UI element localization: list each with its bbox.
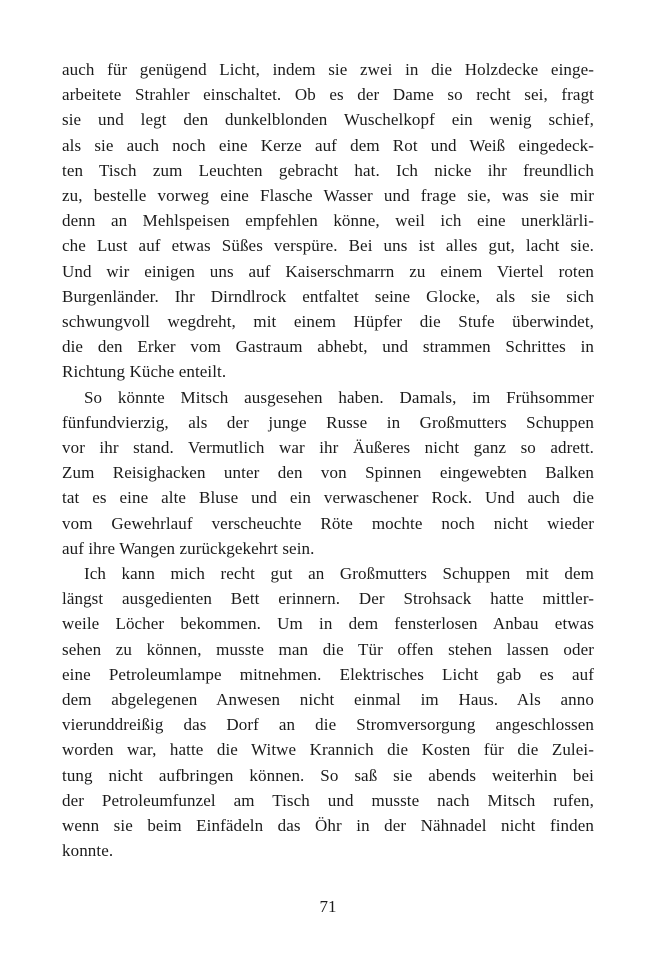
text-line: längst ausgedienten Bett erinnern. Der Strohsack hatte mittler- [62,589,594,609]
text-line: ten Tisch zum Leuchten gebracht hat. Ich nicke ihr freundlich [62,160,594,180]
text-line: Burgenländer. Ihr Dirndlrock entfaltet seine Glocke, als sie sich [62,286,594,306]
text-line: Ich kann mich recht gut an Großmutters Schuppen mit dem [84,564,594,584]
page-text [62,57,594,864]
text-line: der Petroleumfunzel am Tisch und musste nach Mitsch rufen, [62,790,594,810]
text-line: weile Löcher bekommen. Um in dem fensterlosen Anbau etwas [62,614,594,634]
text-line: arbeitete Strahler einschaltet. Ob es der Dame so recht sei, fragt [62,85,594,105]
text-line: zu, bestelle vorweg eine Flasche Wasser und frage sie, was sie mir [62,186,594,206]
text-line: che Lust auf etwas Süßes verspüre. Bei uns ist alles gut, lacht sie. [62,236,594,256]
text-line: vom Gewehrlauf verscheuchte Röte mochte noch nicht wieder [62,513,594,533]
text-line: dem abgelegenen Anwesen nicht einmal im Haus. Als anno [62,690,594,710]
text-line: Und wir einigen uns auf Kaiserschmarrn zu einem Viertel roten [62,261,594,281]
text-line: auf ihre Wangen zurückgekehrt sein. [62,538,315,558]
text-line: sie und legt den dunkelblonden Wuschelkopf ein wenig schief, [62,110,594,130]
text-line: tung nicht aufbringen können. So saß sie abends weiterhin bei [62,765,594,785]
text-line: auch für genügend Licht, indem sie zwei in die Holzdecke einge- [62,60,594,79]
text-line: vor ihr stand. Vermutlich war ihr Äußeres nicht ganz so adrett. [62,438,594,458]
text-line: eine Petroleumlampe mitnehmen. Elektrisches Licht gab es auf [62,664,594,684]
text-line: als sie auch noch eine Kerze auf dem Rot und Weiß eingedeck- [62,135,594,155]
text-line: worden war, hatte die Witwe Krannich die Kosten für die Zulei- [62,740,594,760]
text-line: konnte. [62,841,114,861]
text-line: fünfundvierzig, als der junge Russe in Großmutters Schuppen [62,412,594,432]
text-line: die den Erker vom Gastraum abhebt, und strammen Schrittes in [62,337,594,357]
text-line: schwungvoll wegdreht, mit einem Hüpfer die Stufe überwindet, [62,312,594,332]
page-number: 71 [319,897,337,916]
text-line: Zum Reisighacken unter den von Spinnen eingewebten Balken [62,463,594,483]
text-line: denn an Mehlspeisen empfehlen könne, weil ich eine unerklärli- [62,211,594,231]
text-line: So könnte Mitsch ausgesehen haben. Damals, im Frühsommer [84,387,594,407]
text-line: Richtung Küche enteilt. [62,362,227,382]
text-line: vierunddreißig das Dorf an die Stromversorgung angeschlossen [62,715,594,735]
text-line: wenn sie beim Einfädeln das Öhr in der Nähnadel nicht finden [62,816,594,836]
text-line: sehen zu können, musste man die Tür offen stehen lassen oder [62,639,594,659]
text-line: tat es eine alte Bluse und ein verwaschener Rock. Und auch die [62,488,594,508]
